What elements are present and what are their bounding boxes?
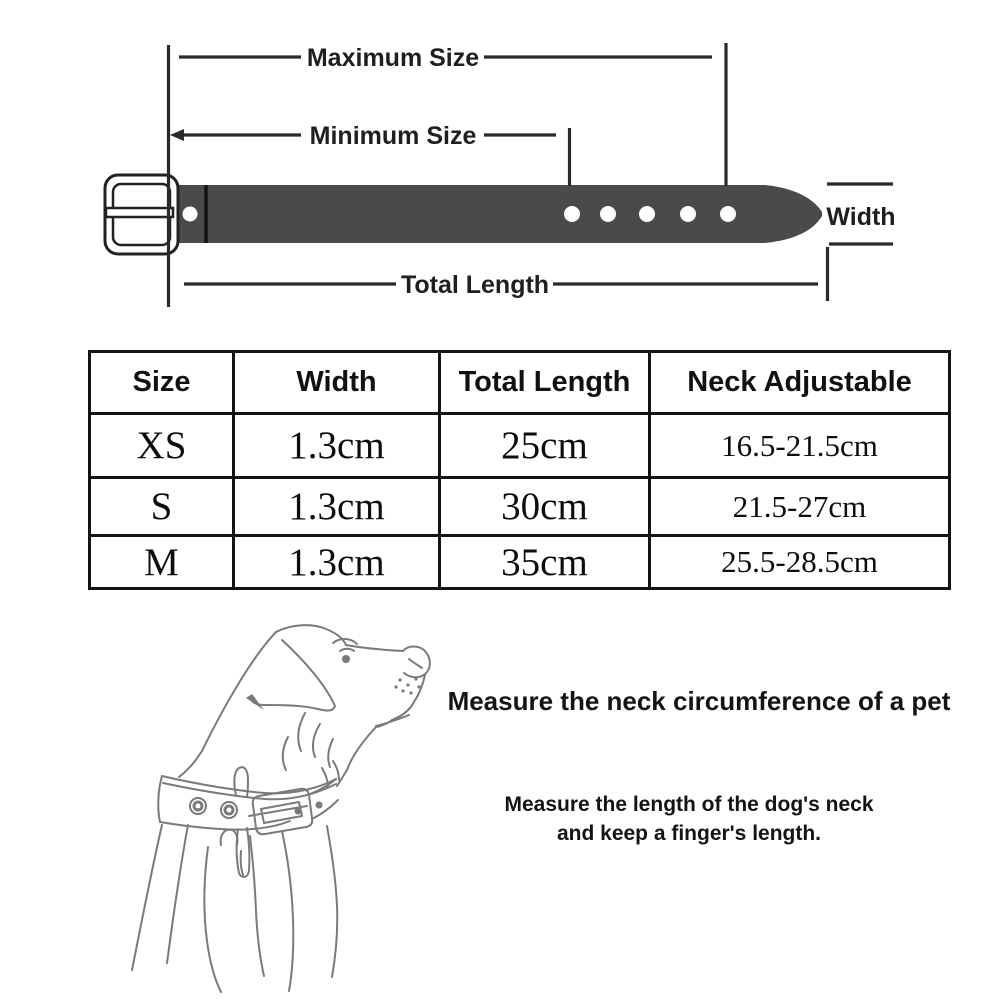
table-row-m (90, 536, 950, 589)
neck-adjustable-cell: 25.5-28.5cm (650, 536, 950, 589)
table-row-s (90, 478, 950, 536)
header-width: Width (234, 352, 440, 414)
total-length-cell: 25cm (440, 414, 650, 478)
total-length-cell: 30cm (440, 478, 650, 536)
neck-adjustable-cell: 16.5-21.5cm (650, 414, 950, 478)
size-table (88, 350, 951, 590)
header-size: Size (90, 352, 234, 414)
width-label: Width (826, 203, 896, 231)
dimension-lines (169, 43, 894, 307)
table-row-xs (90, 414, 950, 478)
measure-subtext-line1: Measure the length of the dog's neck (504, 793, 874, 816)
measure-heading: Measure the neck circumference of a pet (447, 686, 951, 716)
header-neck-adjustable: Neck Adjustable (650, 352, 950, 414)
total-length-label: Total Length (400, 271, 550, 299)
dog-sketch-illustration (100, 618, 445, 996)
maximum-size-label: Maximum Size (306, 44, 480, 72)
size-table-header-row (90, 352, 950, 414)
measure-subtext-line2: and keep a finger's length. (556, 822, 822, 845)
width-cell: 1.3cm (234, 414, 440, 478)
size-cell: M (90, 536, 234, 589)
minimum-size-label: Minimum Size (309, 122, 477, 150)
neck-adjustable-cell: 21.5-27cm (650, 478, 950, 536)
size-cell: S (90, 478, 234, 536)
header-total-length: Total Length (440, 352, 650, 414)
size-cell: XS (90, 414, 234, 478)
measure-subtext (464, 790, 914, 848)
total-length-cell: 35cm (440, 536, 650, 589)
width-cell: 1.3cm (234, 536, 440, 589)
width-cell: 1.3cm (234, 478, 440, 536)
dog-sketch-lines (132, 625, 430, 992)
